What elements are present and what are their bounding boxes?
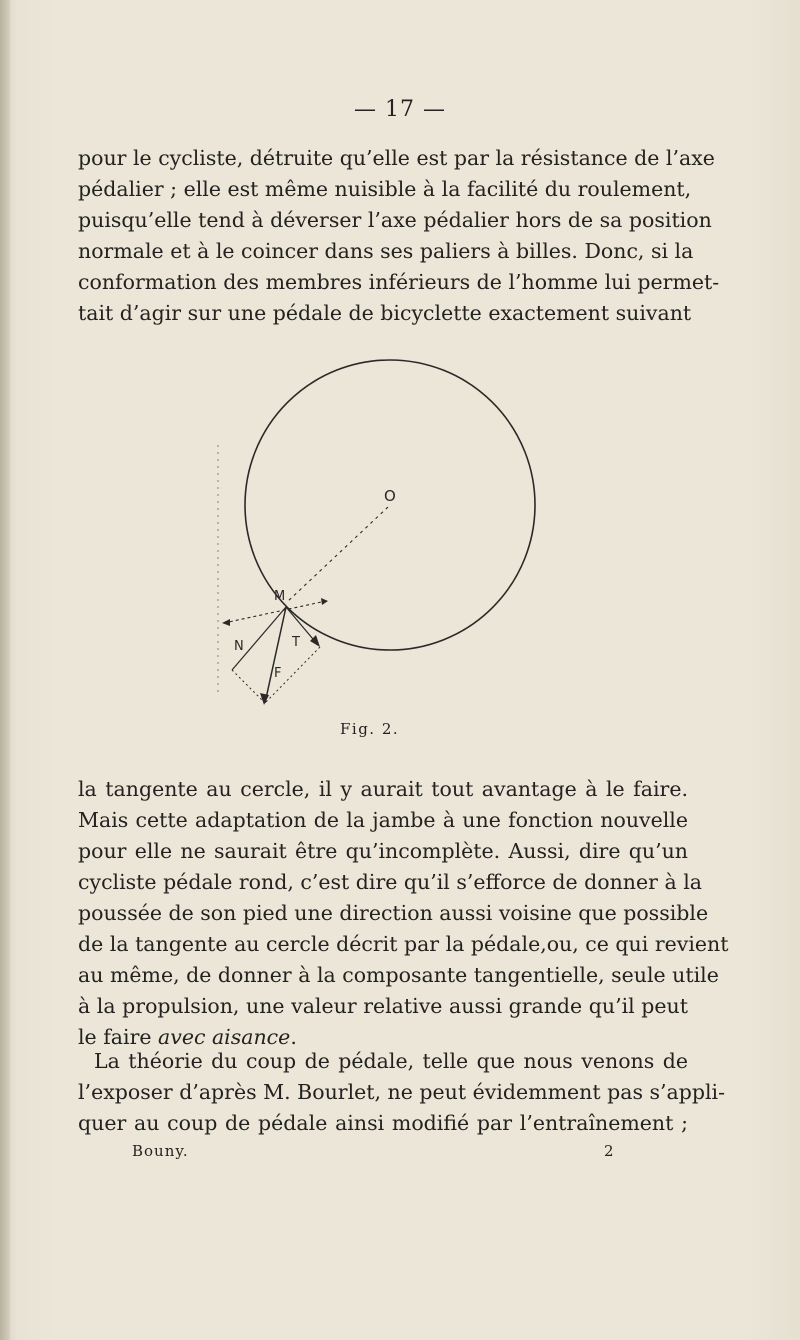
text-line: pour elle ne saurait être qu’incomplète. Aussi, dire qu’un [78,839,688,863]
text-line: de la tangente au cercle décrit par la pédale,ou, ce qui revient [78,932,729,956]
parallelogram-side-left [232,670,265,703]
text-line: cycliste pédale rond, c’est dire qu’il s’efforce de donner à la [78,870,702,894]
figure-caption: Fig. 2. [340,720,400,738]
text-line: Mais cette adaptation de la jambe à une fonction nouvelle [78,808,688,832]
label-f: F [274,666,282,681]
label-n: N [234,639,244,654]
text-line: poussée de son pied une direction aussi voisine que possible [78,901,709,925]
tangent-arrowhead-right [321,598,328,605]
label-o: O [384,487,396,505]
text-line: quer au coup de pédale ainsi modifié par l’entraînement ; [78,1111,688,1135]
figure-pedal-circle [200,345,560,725]
text-run: . [290,1025,297,1049]
emphasis-text: avec aisance [158,1025,291,1049]
text-line: pour le cycliste, détruite qu’elle est par la résistance de l’axe [78,146,715,170]
tangent-arrowhead-left [222,619,230,626]
pedal-force-diagram [200,345,560,725]
text-line: à la propulsion, une valeur relative aussi grande qu’il peut [78,994,688,1018]
text-line: l’exposer d’après M. Bourlet, ne peut évidemment pas s’appli- [78,1080,726,1104]
text-line: conformation des membres inférieurs de l’homme lui permet- [78,270,720,294]
binding-edge [0,0,10,1340]
footer-signature-mark: 2 [604,1142,615,1160]
label-m: M [274,589,286,604]
paragraph-1 [78,143,720,329]
footer-author: Bouny. [132,1142,189,1160]
text-line: normale et à le coincer dans ses paliers à billes. Donc, si la [78,239,694,263]
paragraph-3 [78,1046,726,1139]
text-line: puisqu’elle tend à déverser l’axe pédalier hors de sa position [78,208,712,232]
text-line: pédalier ; elle est même nuisible à la facilité du roulement, [78,177,692,201]
pedal-circle [245,360,535,650]
text-run: le faire [78,1025,159,1049]
text-line: au même, de donner à la composante tangentielle, seule utile [78,963,719,987]
text-line: La théorie du coup de pédale, telle que nous venons de [94,1049,688,1073]
label-t: T [292,635,300,650]
page-number: — 17 — [354,97,446,122]
paragraph-2 [78,774,729,1053]
radius-line [286,507,388,603]
text-line: tait d’agir sur une pédale de bicyclette exactement suivant [78,301,692,325]
force-line [265,607,286,703]
text-line: la tangente au cercle, il y aurait tout avantage à le faire. [78,777,688,801]
